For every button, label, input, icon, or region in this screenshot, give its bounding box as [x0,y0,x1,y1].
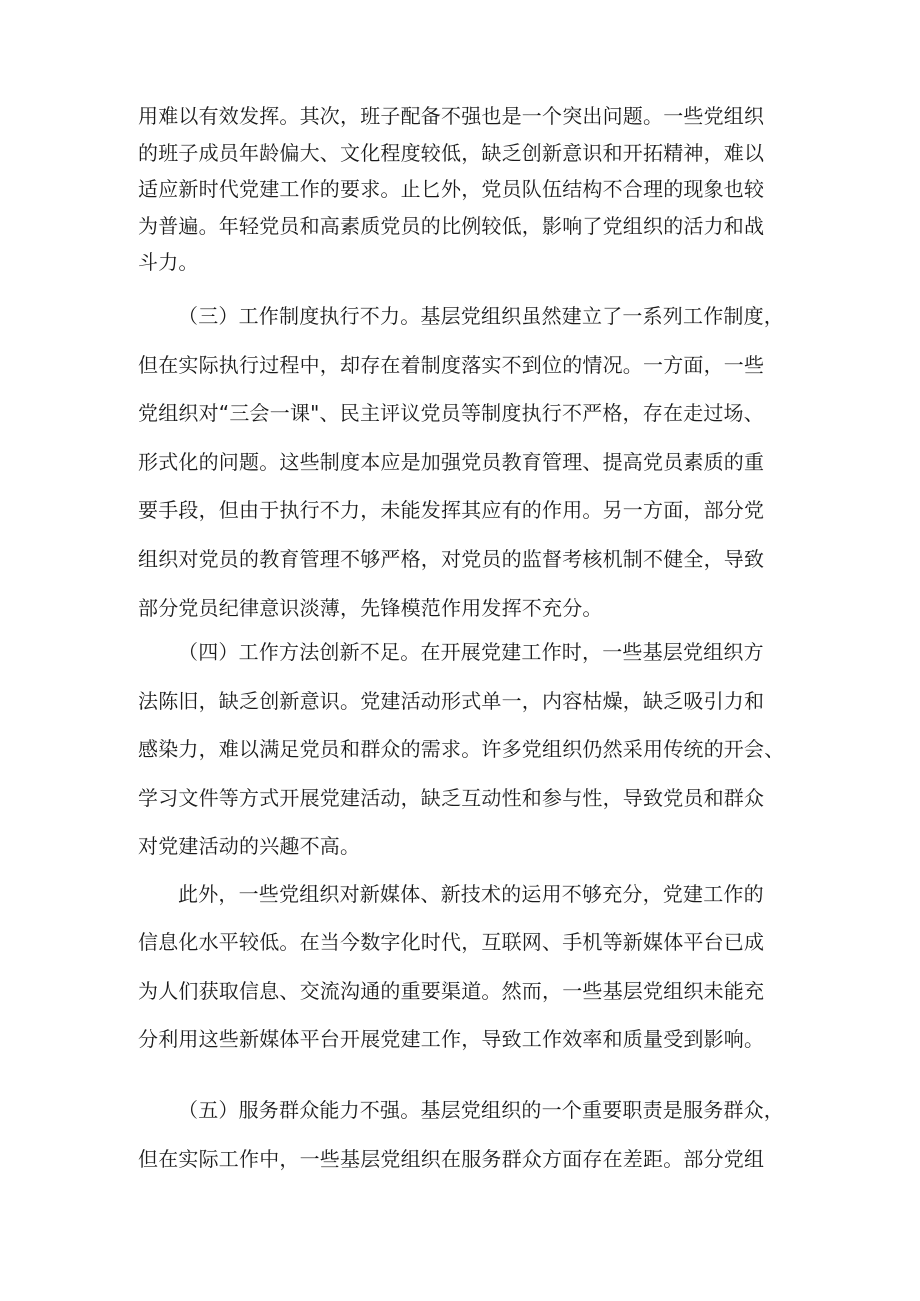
text-line: 用难以有效发挥。其次，班子配备不强也是一个突出问题。一些党组织 [138,104,765,128]
text-line: 要手段，但由于执行不力，未能发挥其应有的作用。另一方面，部分党 [138,498,765,523]
text-line: 部分党员纪律意识淡薄，先锋模范作用发挥不充分。 [138,595,603,620]
paragraph-section-three [138,292,798,632]
text-line: 组织对党员的教育管理不够严格，对党员的监督考核机制不健全，导致 [138,546,765,571]
text-line: （五）服务群众能力不强。基层党组织的一个重要职责是服务群众， [178,1098,784,1122]
paragraph-section-five [138,1086,798,1183]
text-line: （三）工作制度执行不力。基层党组织虽然建立了一系列工作制度， [178,304,784,328]
paragraph-new-media [138,870,798,1064]
text-line: 为人们获取信息、交流沟通的重要渠道。然而，一些基层党组织未能充 [138,978,765,1003]
text-line: 法陈旧，缺乏创新意识。党建活动形式单一，内容枯燥，缺乏吸引力和 [138,688,765,713]
text-line: 学习文件等方式开展党建活动，缺乏互动性和参与性，导致党员和群众 [138,785,765,810]
text-line: 信息化水平较低。在当今数字化时代，互联网、手机等新媒体平台已成 [138,930,765,955]
text-line: 分利用这些新媒体平台开展党建工作，导致工作效率和质量受到影响。 [138,1027,765,1052]
text-line: 形式化的问题。这些制度本应是加强党员教育管理、提高党员素质的重 [138,449,765,474]
text-line: 的班子成员年龄偏大、文化程度较低，缺乏创新意识和开拓精神，难以 [138,140,765,165]
text-line: 斗力。 [138,250,199,274]
text-line: 此外，一些党组织对新媒体、新技术的运用不够充分，党建工作的 [178,882,764,906]
text-line: 为普遍。年轻党员和高素质党员的比例较低，影响了党组织的活力和战 [138,213,765,238]
text-line: 党组织对“三会一课"、民主评议党员等制度执行不严格，存在走过场、 [138,401,764,426]
text-line: （四）工作方法创新不足。在开展党建工作时，一些基层党组织方 [178,640,764,664]
paragraph-continuation [138,98,798,281]
text-line: 对党建活动的兴趣不高。 [138,834,361,859]
text-line: 感染力，难以满足党员和群众的需求。许多党组织仍然采用传统的开会、 [138,737,785,762]
text-line: 但在实际执行过程中，却存在着制度落实不到位的情况。一方面，一些 [138,352,765,377]
text-line: 但在实际工作中，一些基层党组织在服务群众方面存在差距。部分党组 [138,1146,765,1171]
text-line: 适应新时代党建工作的要求。止匕外，党员队伍结构不合理的现象也较 [138,177,765,201]
paragraph-section-four [138,628,798,871]
